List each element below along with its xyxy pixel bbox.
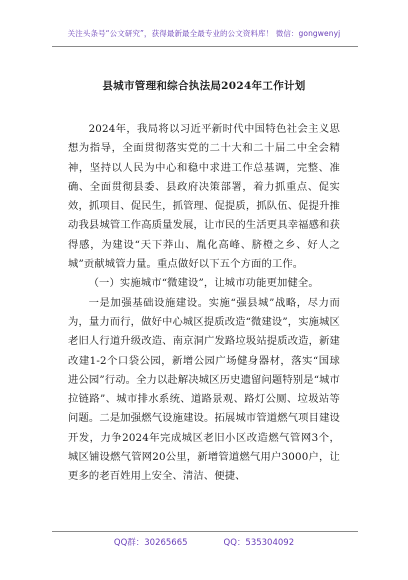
footer-qq-group: QQ群：30265665	[113, 538, 188, 548]
footer-qq-contact: QQ：535304092	[223, 538, 295, 548]
header-divider	[52, 46, 358, 47]
footer-divider	[52, 531, 358, 532]
paragraph-infrastructure: 一是加强基础设施建设。实施“强县城”战略，尽力而为，量力而行，做好中心城区提质改造“微建设”，实施城区老旧人行道升级改造、南京洞广发路垃圾站提质改造，新建改建1-2个口袋公园，新增公园广场健身器材，落实“国球进公园”行动。全力以赴解决城区历史遗留问题特别是“城市拉链路”、城市排水系统、道路景观、路灯公厕、垃圾站等问题。二是加强燃气设施建设。拓展城市管道燃气项目建设开发，力争2024年完成城区老旧小区改造燃气管网3个，城区铺设燃气管网20公里，新增管道燃气用户3000户，让更多的老百姓用上安全、清洁、便捷、	[68, 296, 340, 483]
footer-banner	[0, 536, 408, 548]
document-body	[68, 120, 340, 487]
document-title: 县城市管理和综合执法局2024年工作计划	[102, 80, 306, 92]
paragraph-intro: 2024年，我局将以习近平新时代中国特色社会主义思想为指导，全面贯彻落实党的二十大和二十届二中全会精神，坚持以人民为中心和稳中求进工作总基调，完整、准确、全面贯彻县委、县政府决策部署，着力抓重点、促实效，抓项目、促民生，抓管理、促提质，抓队伍、促提升推动我县城管工作高质量发展，让市民的生活更具幸福感和获得感，为建设“天下莽山、胤化高峰、脐橙之乡、好人之城”贡献城管力量。重点做好以下五个方面的工作。	[68, 123, 340, 271]
header-banner: 关注头条号“公文研究”，获得最新最全最专业的公文资料库！ 微信：gongwenyj	[67, 29, 341, 38]
section-heading-1: （一）实施城市“微建设”，让城市功能更加健全。	[88, 277, 319, 290]
